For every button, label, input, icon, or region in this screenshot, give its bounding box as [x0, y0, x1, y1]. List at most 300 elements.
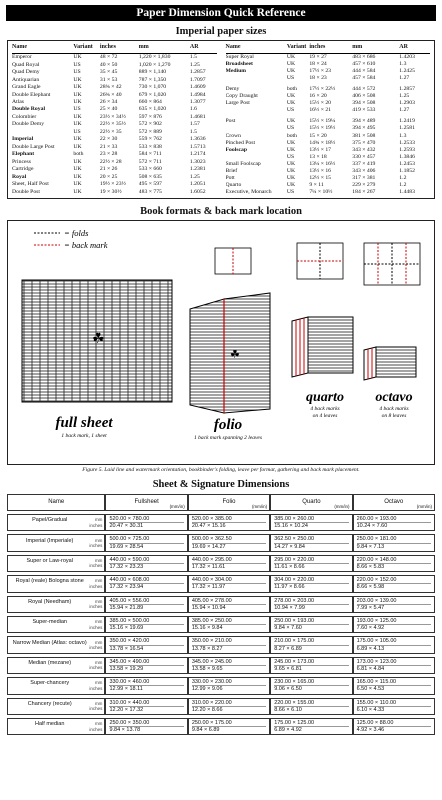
backmark-legend-label: = back mark: [64, 239, 108, 250]
imperial-cell: Quarto: [225, 181, 242, 188]
dimension-mm: 310.00 × 440.00: [109, 700, 183, 707]
imperial-row: [226, 189, 431, 196]
dimension-cell: [270, 514, 352, 531]
imperial-cell: Cartridge: [12, 166, 34, 173]
signature-header: [7, 494, 105, 511]
size-name: Chancery (recute): [27, 700, 72, 707]
imperial-cell: 184 × 267: [352, 188, 376, 195]
octavo-label: octavo: [375, 389, 413, 405]
imperial-cell: 48 × 72: [99, 54, 118, 61]
imperial-cell: 1.3636: [189, 136, 206, 143]
unit-label: (mm/in): [334, 503, 350, 509]
imperial-cell: 559 × 762: [138, 136, 162, 143]
dimension-in: 19.69 × 28.54: [109, 543, 144, 550]
dimension-in: 6.81 × 4.84: [356, 665, 385, 672]
dimension-in: 15.16 × 9.84: [191, 625, 223, 632]
dimension-in: 9.06 × 6.50: [274, 686, 302, 693]
size-name: Super-median: [32, 619, 67, 626]
imperial-row: [12, 151, 217, 158]
dimension-in: 15.94 × 21.89: [109, 604, 144, 611]
dimension-in: 9.65 × 6.81: [274, 665, 302, 672]
imperial-cell: Broadsheet: [225, 61, 253, 68]
unit-label: (mm/in): [416, 503, 432, 509]
dimension-mm: 440.00 × 608.00: [109, 577, 183, 584]
dimension-in: 20.47 × 15.16: [191, 523, 226, 530]
imperial-cell: 1.5: [189, 54, 197, 61]
imperial-cell: UK: [286, 93, 296, 100]
imperial-cell: US: [73, 61, 81, 68]
imperial-cell: 19 × 30½: [99, 188, 122, 195]
dimension-cell: [188, 698, 270, 715]
signature-row: [7, 514, 435, 531]
figure-heading: Book formats & back mark location: [140, 205, 302, 217]
signature-header-label: Quarto: [302, 499, 321, 506]
dimension-cell: [105, 534, 187, 551]
signature-row: [7, 718, 435, 735]
imperial-cell: Executive, Monarch: [225, 188, 272, 195]
imperial-cell: 22½ × 35: [99, 128, 122, 135]
dimension-in: 17.32 × 11.97: [191, 584, 226, 591]
imperial-cell: 19½ × 23½: [99, 180, 126, 187]
imperial-cell: Double Post: [12, 188, 40, 195]
imperial-cell: UK: [73, 136, 82, 143]
imperial-cell: UK: [73, 158, 82, 165]
imperial-cell: 13½ × 17: [309, 146, 332, 153]
dimension-mm: 520.00 × 385.00: [192, 516, 266, 523]
dimension-mm: 440.00 × 295.00: [192, 557, 266, 564]
dimension-cell: [353, 514, 435, 531]
imperial-cell: 1.1852: [399, 167, 415, 174]
dimension-cell: [188, 677, 270, 694]
imperial-row: [226, 147, 431, 154]
imperial-cell: 14¾ × 18½: [309, 139, 336, 146]
imperial-cell: US: [73, 106, 81, 113]
dimension-mm: 250.00 × 175.00: [192, 720, 266, 727]
dimension-mm: 278.00 × 203.00: [274, 598, 348, 605]
dimension-mm: 165.00 × 115.00: [357, 679, 431, 686]
unit-labels: [89, 660, 102, 671]
imperial-cell: US: [286, 153, 295, 160]
imperial-cell: 495 × 597: [138, 180, 162, 187]
dimension-in: 14.27 × 9.84: [274, 543, 305, 550]
size-name-cell: [7, 514, 105, 531]
unit-in: inches: [89, 604, 103, 610]
imperial-cell: 1.2593: [399, 146, 415, 153]
imperial-cell: Grand Eagle: [12, 84, 41, 91]
imperial-cell: 483 × 686: [352, 54, 376, 61]
dimension-mm: 345.00 × 490.00: [109, 659, 183, 666]
unit-in: inches: [89, 645, 103, 651]
imperial-row: [226, 161, 431, 168]
fold-legend-label: = folds: [64, 227, 89, 238]
imperial-row: [226, 68, 431, 75]
unit-labels: [89, 558, 102, 569]
imperial-cell: 787 × 1,350: [138, 76, 167, 83]
imperial-row: [226, 100, 431, 107]
dimension-in: 8.66 × 5.98: [356, 584, 385, 591]
imperial-cell: [226, 107, 287, 114]
dimension-mm: 385.00 × 250.00: [192, 618, 266, 625]
imperial-cell: 20 × 25: [99, 173, 118, 180]
dimension-in: 11.97 × 8.66: [274, 584, 305, 591]
folio-drawing: [190, 248, 270, 413]
imperial-cell: 16½ × 21: [309, 107, 332, 114]
imperial-cell: US: [286, 75, 295, 82]
imperial-cell: Pott: [225, 174, 235, 181]
imperial-cell: 457 × 610: [352, 61, 376, 68]
imperial-cell: 1.27: [399, 75, 410, 82]
imperial-cell: 597 × 876: [138, 113, 162, 120]
imperial-cell: 9 × 11: [309, 181, 324, 188]
imperial-cell: 584 × 711: [138, 151, 162, 158]
dimension-mm: 125.00 × 88.00: [357, 720, 431, 727]
imperial-cell: UK: [73, 121, 82, 128]
unit-in: inches: [89, 706, 103, 712]
imperial-table-left: [12, 43, 217, 196]
dimension-in: 8.66 × 6.10: [274, 706, 302, 713]
size-name: Super-chancery: [30, 680, 70, 687]
imperial-row: [12, 166, 217, 173]
imperial-cell: 572 × 889: [138, 128, 162, 135]
unit-mm: mm: [94, 557, 103, 563]
imperial-cell: 889 × 1,140: [138, 69, 167, 76]
dimension-mm: 210.00 × 175.00: [274, 638, 348, 645]
imperial-cell: 1.2581: [399, 125, 415, 132]
page-title: Paper Dimension Quick Reference: [6, 5, 436, 21]
dimension-cell: [188, 575, 270, 592]
imperial-row: [226, 182, 431, 189]
signature-row: [7, 636, 435, 653]
dimension-cell: [353, 698, 435, 715]
imperial-cell: UK: [286, 181, 296, 188]
imperial-cell: 1,020 × 1,270: [138, 61, 171, 68]
unit-in: inches: [89, 685, 103, 691]
signature-row: [7, 616, 435, 633]
svg-text:☘: ☘: [230, 347, 240, 361]
imperial-row: [12, 121, 217, 128]
imperial-cell: 660 × 864: [138, 99, 162, 105]
imperial-cell: 15½ × 19¼: [309, 118, 336, 125]
dimension-mm: 203.00 × 139.00: [357, 598, 431, 605]
dimension-mm: 330.00 × 230.00: [192, 679, 266, 686]
imperial-cell: 23½ × 34½: [99, 113, 126, 120]
size-name-cell: [7, 616, 105, 633]
imperial-cell: both: [73, 151, 84, 158]
unit-labels: [89, 721, 102, 732]
imperial-cell: 22½ × 35½: [99, 121, 126, 128]
imperial-cell: Brief: [225, 167, 238, 174]
imperial-cell: Medium: [225, 68, 247, 75]
imperial-cell: 533 × 660: [138, 166, 162, 173]
dimension-mm: 362.50 × 250.00: [274, 536, 348, 543]
imperial-cell: Sheet, Half Post: [12, 180, 49, 187]
quarto-drawing: [292, 243, 353, 377]
imperial-cell: 419 × 533: [352, 107, 376, 114]
dimension-cell: [270, 555, 352, 572]
dimension-in: 20.47 × 30.31: [109, 523, 144, 530]
imperial-cell: 317 × 381: [352, 174, 376, 181]
imperial-cell: UK: [73, 166, 82, 173]
imperial-cell: 16 × 20: [309, 93, 327, 100]
imperial-cell: [12, 129, 73, 136]
imperial-row: [226, 114, 431, 125]
imperial-cell: 730 × 1,070: [138, 84, 167, 91]
imperial-cell: 343 × 432: [352, 146, 376, 153]
figure-caption: Figure 5. Laid line and watermark orientation, bookbinder's folding, leave per format, gathering and back mark placement.: [82, 466, 360, 473]
imperial-row: [226, 54, 431, 62]
imperial-cell: 1.6: [189, 106, 197, 113]
unit-mm: mm: [94, 659, 103, 665]
dimension-cell: [270, 616, 352, 633]
dimension-cell: [270, 534, 352, 551]
dimension-mm: 345.00 × 245.00: [192, 659, 266, 666]
imperial-cell: 572 × 711: [138, 158, 162, 165]
imperial-row: [12, 144, 217, 151]
dimension-in: 13.58 × 19.29: [109, 665, 144, 672]
dimension-cell: [105, 596, 187, 613]
dimension-mm: 440.00 × 590.00: [109, 557, 183, 564]
dimension-in: 13.58 × 9.65: [191, 665, 223, 672]
imperial-cell: 229 × 279: [352, 181, 376, 188]
unit-labels: [89, 701, 102, 712]
dimension-mm: 155.00 × 110.00: [357, 700, 431, 707]
signature-row: [7, 555, 435, 572]
imperial-cell: US: [286, 107, 295, 114]
unit-mm: mm: [94, 619, 103, 625]
dimension-cell: [105, 698, 187, 715]
imperial-row: [12, 76, 217, 83]
quarto-note-2: on 4 leaves: [312, 412, 338, 419]
imperial-cell: 394 × 508: [352, 100, 376, 107]
imperial-cell: 26 × 34: [99, 99, 118, 105]
imperial-cell: UK: [73, 84, 82, 91]
dimension-mm: 385.00 × 260.00: [274, 516, 348, 523]
dimension-mm: 230.00 × 165.00: [274, 679, 348, 686]
unit-labels: [89, 680, 102, 691]
imperial-cell: Atlas: [12, 99, 25, 105]
size-name-cell: [7, 596, 105, 613]
imperial-cell: 25 × 40: [99, 106, 118, 113]
imperial-cell: 28¾ × 42: [99, 84, 122, 91]
imperial-row: [226, 75, 431, 82]
dimension-mm: 250.00 × 193.00: [274, 618, 348, 625]
dimension-mm: 193.00 × 125.00: [357, 618, 431, 625]
imperial-row: [226, 125, 431, 132]
unit-in: inches: [89, 563, 103, 569]
imperial-header: AR: [399, 43, 430, 54]
dimension-in: 10.24 × 7.60: [356, 523, 388, 530]
dimension-in: 15.16 × 10.24: [274, 523, 308, 530]
imperial-header: mm: [352, 43, 399, 54]
signature-header: [105, 494, 187, 511]
unit-mm: mm: [94, 517, 103, 523]
imperial-cell: UK: [73, 99, 82, 105]
imperial-header: Name: [12, 43, 73, 54]
dimension-in: 7.60 × 4.92: [356, 625, 385, 632]
dimension-cell: [270, 718, 352, 735]
imperial-cell: 1.4681: [189, 113, 206, 120]
size-name-cell: [7, 534, 105, 551]
imperial-row: [12, 114, 217, 121]
imperial-cell: 15 × 20: [309, 132, 327, 139]
imperial-cell: 1.7097: [189, 76, 206, 83]
dimension-mm: 173.00 × 123.00: [357, 659, 431, 666]
imperial-cell: 35 × 45: [99, 69, 118, 76]
imperial-cell: US: [73, 69, 81, 76]
imperial-cell: 1.6052: [189, 188, 206, 195]
dimension-mm: 304.00 × 220.00: [274, 577, 348, 584]
imperial-table-box: [7, 40, 435, 199]
imperial-cell: Royal: [12, 173, 27, 180]
dimension-cell: [270, 575, 352, 592]
imperial-cell: 18 × 23: [309, 75, 327, 82]
dimension-mm: 385.00 × 500.00: [109, 618, 183, 625]
signature-header: [353, 494, 435, 511]
signature-header-label: Fullsheet: [134, 499, 159, 506]
imperial-cell: [226, 125, 287, 132]
imperial-row: [12, 129, 217, 136]
imperial-cell: US: [286, 125, 295, 132]
dimension-in: 17.32 × 23.23: [109, 563, 144, 570]
imperial-cell: 1.25: [189, 61, 200, 68]
dimension-cell: [105, 636, 187, 653]
dimension-in: 6.50 × 4.53: [356, 686, 385, 693]
imperial-row: [12, 173, 217, 180]
imperial-cell: Post: [225, 118, 236, 125]
dimension-cell: [105, 677, 187, 694]
imperial-cell: UK: [286, 139, 296, 146]
dimension-in: 17.32 × 11.61: [191, 563, 226, 570]
signature-header: [188, 494, 270, 511]
imperial-cell: 375 × 470: [352, 139, 376, 146]
imperial-cell: 444 × 584: [352, 68, 376, 75]
dimension-mm: 295.00 × 220.00: [274, 557, 348, 564]
imperial-cell: both: [286, 86, 297, 93]
imperial-cell: 1.3846: [399, 153, 415, 160]
size-name: Imperial (Imperiale): [26, 537, 74, 544]
imperial-cell: 457 × 584: [352, 75, 376, 82]
imperial-cell: 23 × 28: [99, 151, 118, 158]
imperial-cell: 13½ × 16: [309, 167, 332, 174]
imperial-header: Variant: [287, 43, 309, 54]
dimension-cell: [353, 718, 435, 735]
imperial-cell: 1.3: [399, 61, 407, 68]
size-name-cell: [7, 555, 105, 572]
imperial-header: mm: [139, 43, 190, 54]
dimension-in: 9.84 × 6.89: [191, 727, 220, 734]
unit-in: inches: [89, 726, 103, 732]
full-sheet-drawing: [22, 280, 172, 402]
dimension-cell: [105, 718, 187, 735]
dimension-mm: 220.00 × 152.00: [357, 577, 431, 584]
dimension-cell: [353, 657, 435, 674]
imperial-cell: Elephant: [12, 151, 35, 158]
imperial-cell: 444 × 572: [352, 86, 376, 93]
full-sheet-label: full sheet: [55, 414, 113, 431]
dimension-cell: [353, 616, 435, 633]
dimension-mm: 220.00 × 148.00: [357, 557, 431, 564]
octavo-note-2: on 8 leaves: [381, 412, 407, 419]
imperial-cell: 22½ × 28: [99, 158, 122, 165]
dimension-cell: [353, 596, 435, 613]
size-name-cell: [7, 636, 105, 653]
imperial-cell: 40 × 50: [99, 61, 118, 68]
imperial-cell: 18 × 24: [309, 61, 327, 68]
dimension-cell: [188, 718, 270, 735]
dimension-mm: 405.00 × 278.00: [192, 598, 266, 605]
dimension-cell: [270, 698, 352, 715]
size-name: Super or Law-royal: [26, 557, 73, 564]
imperial-cell: Double Elephant: [12, 91, 51, 98]
watermark-icon: ☘: [92, 330, 105, 347]
dimension-mm: 440.00 × 304.00: [192, 577, 266, 584]
imperial-cell: Colombier: [12, 113, 37, 120]
imperial-table-right: [226, 43, 431, 196]
imperial-cell: 13 × 18: [309, 153, 327, 160]
imperial-cell: UK: [286, 54, 296, 61]
imperial-cell: Super Royal: [225, 54, 254, 61]
imperial-row: [12, 54, 217, 62]
imperial-cell: UK: [286, 174, 296, 181]
unit-in: inches: [89, 543, 103, 549]
dimension-in: 6.89 × 4.13: [356, 645, 385, 652]
size-name-cell: [7, 718, 105, 735]
imperial-cell: 343 × 406: [352, 167, 376, 174]
size-name: Royal (Needham): [28, 598, 72, 605]
imperial-cell: Foolscap: [225, 146, 247, 153]
imperial-cell: US: [286, 188, 295, 195]
dimension-in: 11.61 × 8.66: [274, 563, 305, 570]
book-format-illustration: [12, 223, 438, 464]
dimension-mm: 500.00 × 725.00: [109, 536, 183, 543]
imperial-cell: 1.4483: [399, 188, 415, 195]
dimension-cell: [105, 514, 187, 531]
dimension-in: 12.20 × 17.32: [109, 706, 144, 713]
imperial-cell: both: [286, 132, 297, 139]
signature-row: [7, 575, 435, 592]
imperial-row: [226, 133, 431, 140]
imperial-cell: Princess: [12, 158, 31, 165]
dimension-cell: [188, 534, 270, 551]
imperial-header: inches: [100, 43, 139, 54]
dimension-mm: 260.00 × 193.00: [357, 516, 431, 523]
dimension-in: 12.99 × 9.06: [191, 686, 223, 693]
size-name-cell: [7, 677, 105, 694]
imperial-cell: 635 × 1,020: [138, 106, 167, 113]
imperial-cell: 394 × 495: [352, 125, 376, 132]
imperial-cell: 21 × 33: [99, 143, 118, 150]
imperial-cell: 533 × 838: [138, 143, 162, 150]
unit-label: (mm/in): [251, 503, 268, 509]
dimension-in: 15.16 × 19.69: [109, 625, 144, 632]
dimension-mm: 405.00 × 556.00: [109, 598, 183, 605]
imperial-cell: 12½ × 15: [309, 174, 332, 181]
imperial-cell: 1,220 × 1,830: [138, 54, 171, 61]
unit-labels: [89, 640, 102, 651]
imperial-cell: [226, 154, 287, 161]
dimension-cell: [353, 534, 435, 551]
imperial-cell: 679 × 1,020: [138, 91, 167, 98]
octavo-note: 4 back marks: [379, 405, 409, 412]
dimension-cell: [353, 555, 435, 572]
imperial-cell: 1.57: [189, 121, 200, 128]
dimension-mm: 520.00 × 780.00: [109, 516, 183, 523]
imperial-cell: 22 × 30: [99, 136, 118, 143]
dimension-cell: [353, 677, 435, 694]
dimension-in: 13.78 × 8.27: [191, 645, 223, 652]
imperial-header: AR: [190, 43, 217, 54]
unit-labels: [89, 619, 102, 630]
